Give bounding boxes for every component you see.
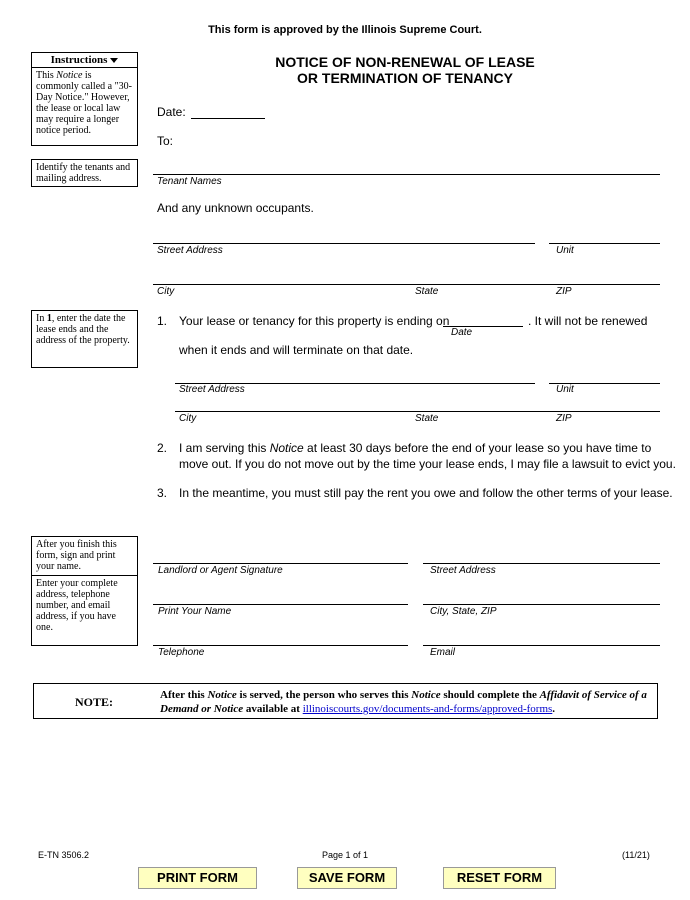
signature-field[interactable] xyxy=(153,563,408,564)
note-label: NOTE: xyxy=(75,695,114,709)
item-1-number: 1. xyxy=(157,314,168,328)
city-state-zip-field[interactable] xyxy=(153,284,660,285)
email-label: Email xyxy=(430,647,456,658)
zip-label: ZIP xyxy=(556,286,572,297)
property-street-label: Street Address xyxy=(179,384,245,395)
landlord-city-state-zip-label: City, State, ZIP xyxy=(430,606,497,617)
property-city-state-zip-field[interactable] xyxy=(175,411,660,412)
unit-label: Unit xyxy=(556,245,574,256)
print-name-field[interactable] xyxy=(153,604,408,605)
tenant-names-label: Tenant Names xyxy=(157,176,222,187)
to-label: To: xyxy=(157,134,174,148)
page-title xyxy=(180,54,630,86)
unit-field[interactable] xyxy=(549,243,660,244)
item-2-text: I am serving this Notice at least 30 days before the end of your lease so you have time to xyxy=(179,441,652,455)
item-2-text-cont: move out. If you do not move out by the time your lease ends, I may file a lawsuit to evict you. xyxy=(179,457,676,471)
instructions-heading[interactable]: Instructions xyxy=(32,55,137,68)
note-box xyxy=(33,683,658,719)
item-3-text: In the meantime, you must still pay the rent you owe and follow the other terms of your lease. xyxy=(179,486,673,500)
print-form-button[interactable]: PRINT FORM xyxy=(138,867,257,889)
item-1-text-cont: . It will not be renewed xyxy=(528,314,648,328)
approval-text: This form is approved by the Illinois Supreme Court. xyxy=(208,24,482,36)
instructions-box-address: Enter your complete address, telephone number, and email address, if you have one. xyxy=(31,576,138,646)
property-city-label: City xyxy=(179,413,197,424)
signature-label: Landlord or Agent Signature xyxy=(158,565,283,576)
item-1-text: Your lease or tenancy for this property is ending on xyxy=(179,314,450,328)
title-line-2: OR TERMINATION OF TENANCY xyxy=(297,70,513,86)
street-address-label: Street Address xyxy=(157,245,223,256)
state-label: State xyxy=(415,286,439,297)
item-3-number: 3. xyxy=(157,486,168,500)
telephone-label: Telephone xyxy=(158,647,205,658)
approved-forms-link[interactable]: illinoiscourts.gov/documents-and-forms/approved-forms xyxy=(302,703,553,715)
instructions-box-tenants: Identify the tenants and mailing address. xyxy=(31,159,138,187)
print-name-label: Print Your Name xyxy=(158,606,232,617)
note-text: After this Notice is served, the person who serves this Notice should complete the Affidavit of Service of a Demand or Notice available at illinoiscourts.gov/documents-and-forms/approved-forms. xyxy=(160,689,647,715)
telephone-field[interactable] xyxy=(153,645,408,646)
email-field[interactable] xyxy=(423,645,660,646)
landlord-city-state-zip-field[interactable] xyxy=(423,604,660,605)
form-id: E-TN 3506.2 xyxy=(38,850,90,860)
title-line-1: NOTICE OF NON-RENEWAL OF LEASE xyxy=(275,54,535,70)
property-state-label: State xyxy=(415,413,439,424)
page-number: Page 1 of 1 xyxy=(321,850,369,860)
tenant-names-field[interactable] xyxy=(153,174,660,175)
property-zip-label: ZIP xyxy=(556,413,572,424)
property-unit-label: Unit xyxy=(556,384,574,395)
instructions-box-notice: Instructions This Notice is commonly called a "30-Day Notice." However, the lease or local law may require a longer notice period. xyxy=(31,52,138,146)
reset-form-button[interactable]: RESET FORM xyxy=(443,867,556,889)
landlord-street-label: Street Address xyxy=(430,565,496,576)
instructions-box-item1: In 1, enter the date the lease ends and the address of the property. xyxy=(31,310,138,368)
chevron-down-icon xyxy=(110,58,118,63)
item-1-date-label: Date xyxy=(451,327,473,338)
date-field[interactable] xyxy=(191,118,265,119)
city-label: City xyxy=(157,286,175,297)
save-form-button[interactable]: SAVE FORM xyxy=(297,867,397,889)
item-1-text-end: when it ends and will terminate on that date. xyxy=(179,343,414,357)
unknown-occupants-text: And any unknown occupants. xyxy=(157,201,314,215)
revision-date: (11/21) xyxy=(622,850,650,860)
date-label: Date: xyxy=(157,105,186,119)
street-address-field[interactable] xyxy=(153,243,535,244)
instructions-box-sign: After you finish this form, sign and print your name. xyxy=(31,536,138,576)
landlord-street-field[interactable] xyxy=(423,563,660,564)
item-2-number: 2. xyxy=(157,441,168,455)
